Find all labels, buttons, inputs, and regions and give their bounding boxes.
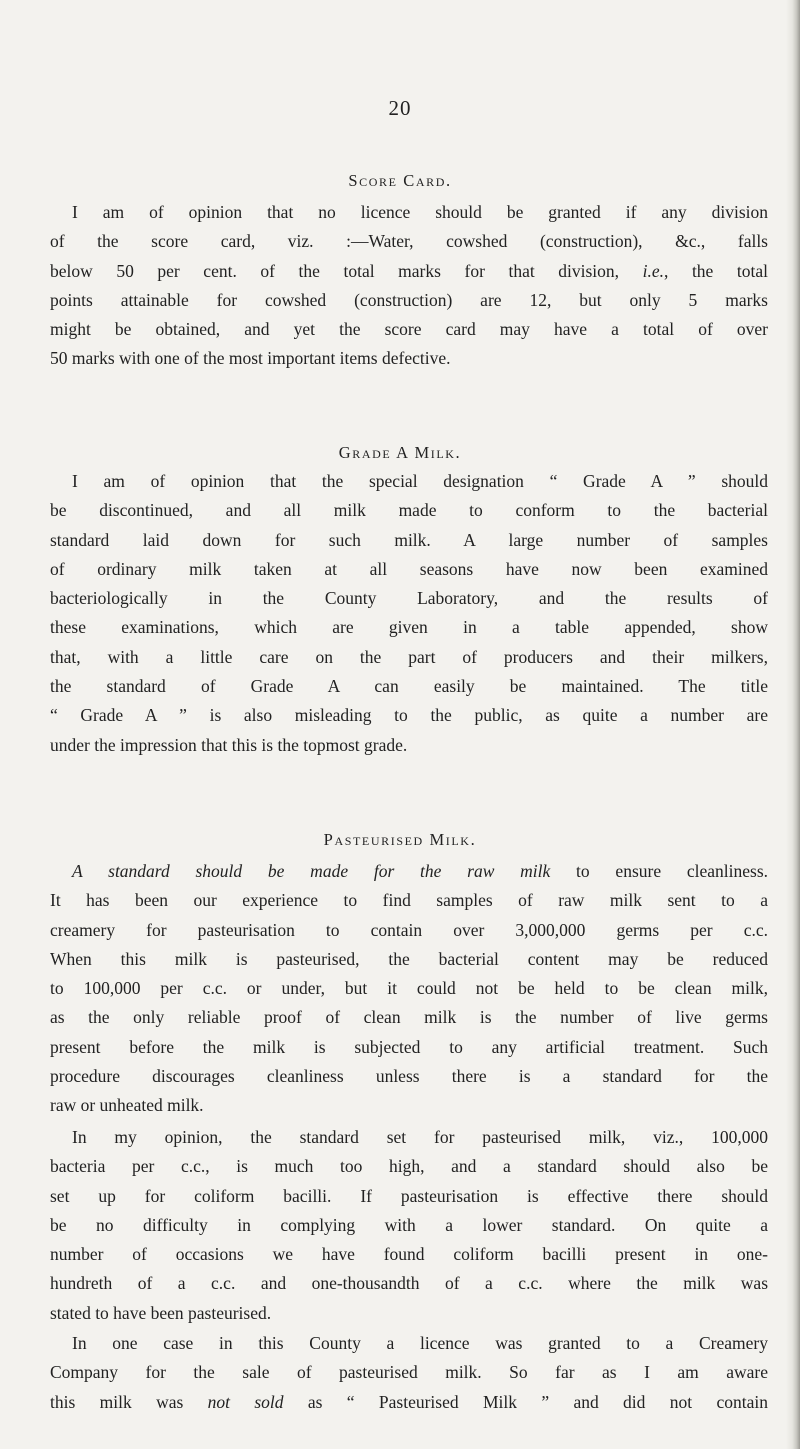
paragraph-pasteurised-2 <box>50 1123 768 1328</box>
paragraph-pasteurised-3 <box>50 1329 768 1417</box>
text-line: these examinations, which are given in a table appended, show <box>50 617 768 638</box>
text-line: creamery for pasteurisation to contain over 3,000,000 germs per c.c. <box>50 919 768 940</box>
text-line: bacteria per c.c., is much too high, and a standard should also be <box>50 1156 768 1177</box>
text-line: In one case in this County a licence was granted to a Creamery <box>72 1333 768 1353</box>
text-line: I am of opinion that the special designation “ Grade A ” should <box>72 471 768 491</box>
text-line: as the only reliable proof of clean milk is the number of live germs <box>50 1007 768 1028</box>
text-line: of ordinary milk taken at all seasons have now been examined <box>50 558 768 579</box>
text-line: of the score card, viz. :—Water, cowshed (construction), &c., falls <box>50 231 768 252</box>
text-line: A standard should be made for the raw milk to ensure cleanliness. <box>72 861 769 881</box>
text-line: In my opinion, the standard set for pasteurised milk, viz., 100,000 <box>72 1127 768 1147</box>
text-line: points attainable for cowshed (construction) are 12, but only 5 marks <box>50 289 768 310</box>
text-line: number of occasions we have found coliform bacilli present in one- <box>50 1244 768 1265</box>
heading-pasteurised-milk: Pasteurised Milk. <box>323 830 477 849</box>
text-line: the standard of Grade A can easily be maintained. The title <box>50 676 768 697</box>
text-line: to 100,000 per c.c. or under, but it could not be held to be clean milk, <box>50 978 768 999</box>
heading-grade-a-milk: Grade A Milk. <box>338 443 462 462</box>
text-line: might be obtained, and yet the score card may have a total of over <box>50 319 768 340</box>
text-line: It has been our experience to find samples of raw milk sent to a <box>50 890 768 911</box>
text-line: Company for the sale of pasteurised milk. So far as I am aware <box>50 1362 768 1383</box>
text-line: procedure discourages cleanliness unless there is a standard for the <box>50 1066 768 1087</box>
paragraph-grade-a-milk <box>50 467 768 760</box>
text-line: present before the milk is subjected to any artificial treatment. Such <box>50 1036 768 1057</box>
text-line: raw or unheated milk. <box>50 1095 204 1116</box>
heading-score-card: Score Card. <box>348 171 452 190</box>
text-line: stated to have been pasteurised. <box>50 1302 272 1323</box>
text-line: set up for coliform bacilli. If pasteurisation is effective there should <box>50 1185 768 1206</box>
paragraph-score-card <box>50 198 768 374</box>
text-line: I am of opinion that no licence should be granted if any division <box>72 202 768 222</box>
text-line: be discontinued, and all milk made to conform to the bacterial <box>50 500 768 521</box>
text-line: “ Grade A ” is also misleading to the public, as quite a number are <box>50 705 768 726</box>
page-edge-shadow <box>786 0 800 1449</box>
text-line: under the impression that this is the topmost grade. <box>50 734 408 755</box>
text-line: When this milk is pasteurised, the bacterial content may be reduced <box>50 948 768 969</box>
text-line: that, with a little care on the part of producers and their milkers, <box>50 646 768 667</box>
text-line: hundreth of a c.c. and one-thousandth of a c.c. where the milk was <box>50 1273 768 1294</box>
text-line: bacteriologically in the County Laboratory, and the results of <box>50 588 768 609</box>
text-line: 50 marks with one of the most important items defective. <box>50 348 451 369</box>
text-line: below 50 per cent. of the total marks for that division, i.e., the total <box>50 260 768 281</box>
text-line: be no difficulty in complying with a lower standard. On quite a <box>50 1214 768 1235</box>
page-number: 20 <box>388 96 412 120</box>
text-line: standard laid down for such milk. A large number of samples <box>50 529 768 550</box>
paragraph-pasteurised-1 <box>50 857 768 1121</box>
text-line: this milk was not sold as “ Pasteurised Milk ” and did not contain <box>50 1391 768 1412</box>
